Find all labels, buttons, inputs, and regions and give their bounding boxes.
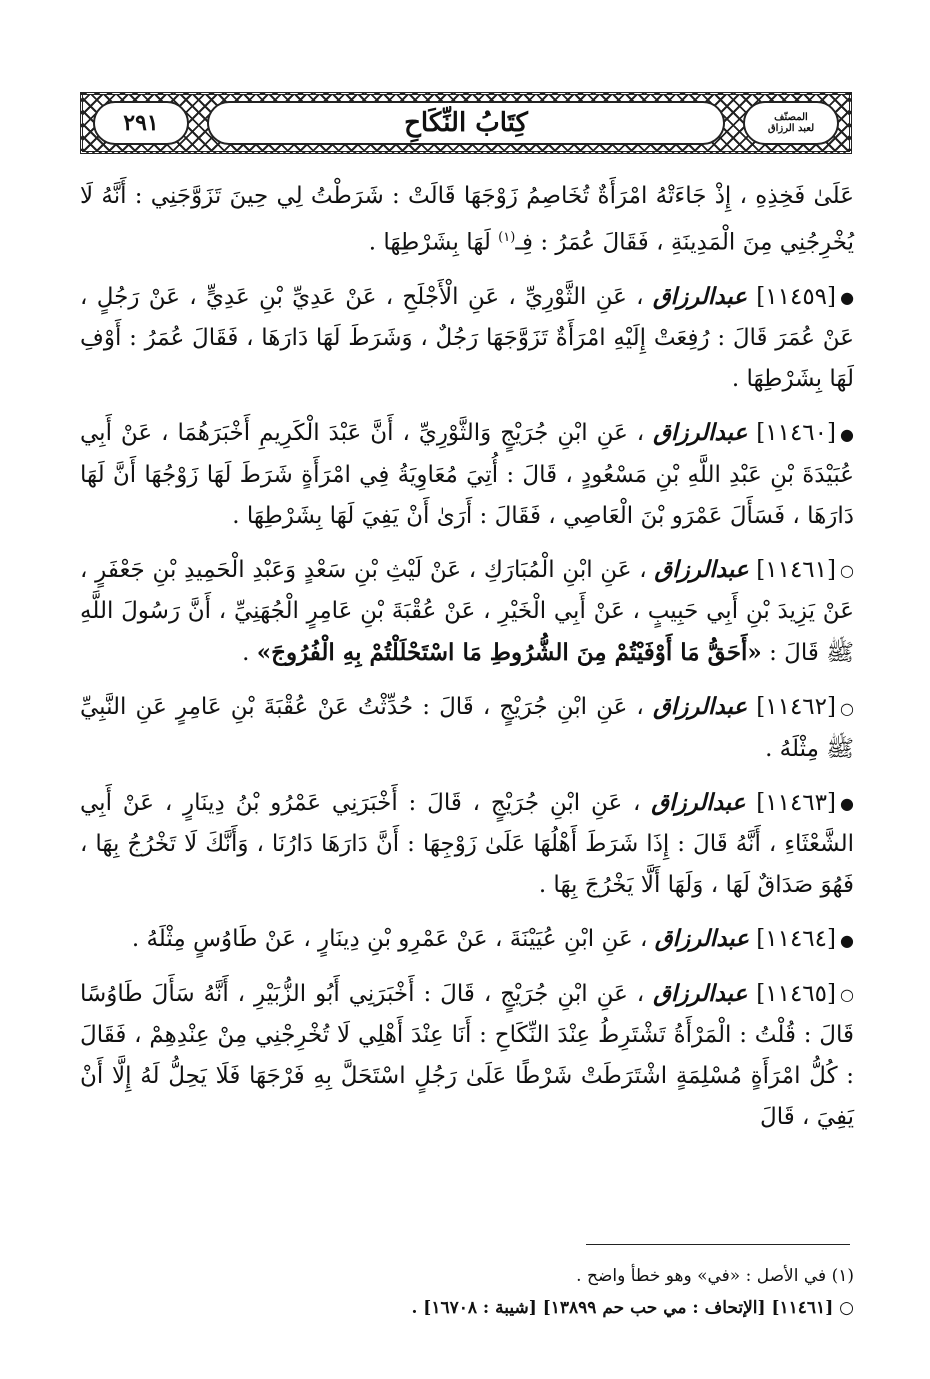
circle-icon: ○ <box>840 561 854 581</box>
circle-icon: ○ <box>840 698 854 718</box>
footnote-1: (١) في الأصل : «في» وهو خطأ واضح . <box>576 1266 854 1286</box>
entry-text: ، عَنِ ابْنِ جُرَيْجٍ ، قَالَ : أَخْبَرَنِي عَمْرُو بْنُ دِينَارٍ ، عَنْ أَبِي الشَّعْثَاءِ ، أَنَّهُ قَالَ : إِذَا شَرَطَ أَهْلُهَا عَلَىٰ زَوْجِهَا : أَنَّ دَارَهَا دَارُنَا ، وَأَنَّكَ لَا تَخْرُجُ بِهَا ، فَهُوَ صَدَاقٌ لَهَا ، وَلَهَا أَلَّا يَخْرُجَ بِهَا . <box>80 789 854 899</box>
seal-line-1: المصنّف <box>774 112 808 123</box>
narrator: عبدالرزاق <box>654 925 749 953</box>
entry-number: [١١٤٦٠] <box>756 420 836 447</box>
entry-number: [١١٤٥٩] <box>756 283 837 310</box>
entry-11462 <box>80 686 854 770</box>
opening-paragraph: عَلَىٰ فَخِذِهِ ، إِذْ جَاءَتْهُ امْرَأَةٌ تُخَاصِمُ زَوْجَهَا قَالَتْ : شَرَطْتُ لِي حِينَ تَزَوَّجَنِي : أَنَّهُ لَا يُخْرِجُنِي مِنَ الْمَدِينَةِ ، فَقَالَ عُمَرُ : فِـ$^{(١)}$ لَهَا بِشَرْطِهَا . <box>80 183 854 256</box>
entry-number: [١١٤٦٥] <box>756 980 836 1007</box>
page-number: ٢٩١ <box>123 110 159 136</box>
footnotes <box>80 1260 854 1324</box>
entry-text: ، عَنِ ابْنِ الْمُبَارَكِ ، عَنْ لَيْثِ بْنِ سَعْدٍ وَعَبْدِ الْحَمِيدِ بْنِ جَعْفَرٍ ، عَنْ يَزِيدَ بْنِ أَبِي حَبِيبٍ ، عَنْ أَبِي الْخَيْرِ ، عَنْ عُقْبَةَ بْنِ عَامِرٍ الْجُهَنِيِّ ، أَنَّ رَسُولَ اللَّهِ ﷺ قَالَ : <box>80 556 854 667</box>
page-header <box>80 92 852 154</box>
entry-11465 <box>80 973 854 1139</box>
book-seal <box>743 101 839 145</box>
narrator: عبدالرزاق <box>653 979 748 1007</box>
hadith-quote: «أَحَقُّ مَا أَوْفَيْتُمْ مِنَ الشُّرُوطِ مَا اسْتَحْلَلْتُمْ بِهِ الْفُرُوجَ» <box>256 639 762 667</box>
narrator: عبدالرزاق <box>651 788 746 816</box>
source-note <box>80 1292 854 1324</box>
source-text: [١١٤٦١] [الإتحاف : مي حب حم ١٣٨٩٩] [شيبة : ١٦٧٠٨] . <box>411 1298 834 1318</box>
footnote-divider <box>586 1244 850 1245</box>
entry-number: [١١٤٦٣] <box>756 789 837 816</box>
bullet-icon: ● <box>840 424 854 444</box>
entry-text: ، عَنِ ابْنِ جُرَيْجٍ ، قَالَ : حُدِّثْتُ عَنْ عُقْبَةَ بْنِ عَامِرٍ عَنِ النَّبِيِّ ﷺ مِثْلَهُ . <box>80 694 854 762</box>
entry-number: [١١٤٦٤] <box>756 926 836 953</box>
narrator: عبدالرزاق <box>653 419 748 447</box>
chapter-title: كِتَابُ النِّكَاحِ <box>404 108 528 138</box>
circle-icon: ○ <box>840 985 854 1005</box>
chapter-title-plate <box>207 101 725 145</box>
entry-11461: ○[١١٤٦١] عبدالرزاق ، عَنِ ابْنِ الْمُبَارَكِ ، عَنْ لَيْثِ بْنِ سَعْدٍ وَعَبْدِ الْحَمِيدِ بْنِ جَعْفَرٍ ، عَنْ يَزِيدَ بْنِ أَبِي حَبِيبٍ ، عَنْ أَبِي الْخَيْرِ ، عَنْ عُقْبَةَ بْنِ عَامِرٍ الْجُهَنِيِّ ، أَنَّ رَسُولَ اللَّهِ ﷺ قَالَ : «أَحَقُّ مَا أَوْفَيْتُمْ مِنَ الشُّرُوطِ مَا اسْتَحْلَلْتُمْ بِهِ الْفُرُوجَ» . <box>80 549 854 675</box>
main-text <box>80 176 854 1150</box>
entry-text: ، عَنِ الثَّوْرِيِّ ، عَنِ الْأَجْلَحِ ، عَنْ عَدِيِّ بْنِ عَدِيٍّ ، عَنْ رَجُلٍ ، عَنْ عُمَرَ قَالَ : رُفِعَتْ إِلَيْهِ امْرَأَةٌ تَزَوَّجَهَا رَجُلٌ ، وَشَرَطَ لَهَا دَارَهَا ، فَقَالَ عُمَرُ : أَوْفِ لَهَا بِشَرْطِهَا . <box>80 283 854 393</box>
entry-number: [١١٤٦٢] <box>756 694 836 721</box>
entry-11460 <box>80 412 854 537</box>
entry-11463 <box>80 782 854 907</box>
entry-text: ، عَنِ ابْنِ جُرَيْجٍ ، قَالَ : أَخْبَرَنِي أَبُو الزُّبَيْرِ ، أَنَّهُ سَأَلَ طَاوُسًا قَالَ : قُلْتُ : الْمَرْأَةُ تَشْتَرِطُ عِنْدَ النِّكَاحِ : أَنَا عِنْدَ أَهْلِي لَا تُخْرِجْنِي مِنْ عِنْدِهِمْ ، فَقَالَ : كُلُّ امْرَأَةٍ مُسْلِمَةٍ اشْتَرَطَتْ شَرْطًا عَلَىٰ رَجُلٍ اسْتَحَلَّ بِهِ فَرْجَهَا فَلَا يَحِلُّ لَهُ إِلَّا أَنْ يَفِيَ ، قَالَ <box>80 980 854 1131</box>
entry-text: ، عَنِ ابْنِ جُرَيْجٍ وَالثَّوْرِيِّ ، أَنَّ عَبْدَ الْكَرِيمِ أَخْبَرَهُمَا ، عَنْ أَبِي عُبَيْدَةَ بْنِ عَبْدِ اللَّهِ بْنِ مَسْعُودٍ ، قَالَ : أُتِيَ مُعَاوِيَةُ فِي امْرَأَةٍ شَرَطَ لَهَا زَوْجُهَا أَنَّ لَهَا دَارَهَا ، فَسَأَلَ عَمْرَو بْنَ الْعَاصِي ، فَقَالَ : أَرَىٰ أَنْ يَفِيَ لَهَا بِشَرْطِهَا . <box>80 420 854 529</box>
footnote-ref: (١) <box>498 230 516 245</box>
circle-icon: ○ <box>839 1298 854 1318</box>
page-number-plate <box>93 101 189 145</box>
entry-11459 <box>80 276 854 401</box>
narrator: عبدالرزاق <box>652 693 748 721</box>
seal-line-2: لعبد الرزاق <box>767 123 815 134</box>
entry-text: ، عَنِ ابْنِ عُيَيْنَةَ ، عَنْ عَمْرِو بْنِ دِينَارٍ ، عَنْ طَاوُسٍ مِثْلَهُ . <box>131 926 648 953</box>
entry-11464 <box>80 918 854 961</box>
entry-number: [١١٤٦١] <box>756 556 836 583</box>
narrator: عبدالرزاق <box>654 555 749 583</box>
bullet-icon: ● <box>840 794 855 814</box>
bullet-icon: ● <box>840 930 854 950</box>
bullet-icon: ● <box>840 288 855 308</box>
narrator: عبدالرزاق <box>652 282 747 310</box>
